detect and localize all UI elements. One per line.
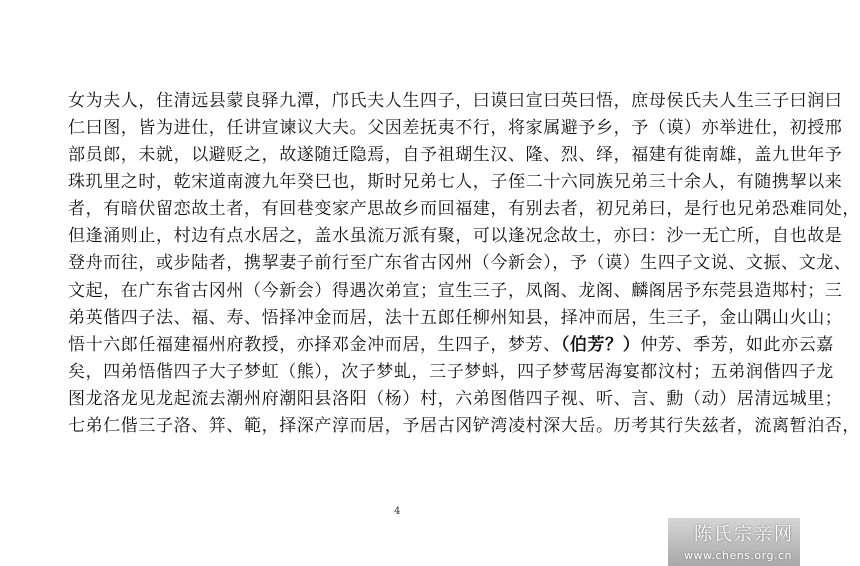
text-line: 仁曰图，皆为进仕，任讲宣谏议大夫。父因差抚夷不行，将家属避予乡，予（谟）亦举进仕，初授邢 (68, 118, 843, 138)
text-line: 矣，四弟悟偕四子大子梦虹（熊），次子梦虬，三子梦蚪，四子梦莺居海宴都汶村；五弟润偕四子龙 (68, 362, 834, 382)
text-segment: 悟十六郎任福建福州府教授，亦择邓金冲而居，生四子，梦芳、 (68, 335, 561, 355)
text-line: 弟英偕四子法、福、寿、悟择冲金而居，法十五郎任柳州知县，择冲而居，生三子，金山隅山火山； (68, 308, 843, 328)
watermark-title: 陈氏宗亲网 (694, 524, 794, 545)
bold-annotation: （伯芳？） (560, 335, 641, 355)
text-line: 图龙洛龙见龙起流去潮州府潮阳县洛阳（杨）村，六弟图偕四子视、听、言、勳（动）居清远城里； (68, 389, 843, 409)
watermark (668, 518, 800, 566)
page-number: 4 (394, 506, 401, 517)
text-line: 珠玑里之时，乾宋道南渡九年癸巳也，斯时兄弟七人，子侄二十六同族兄弟三十余人，有随携挈以来 (68, 172, 843, 192)
text-line: 但逢涌则止，村边有点水居之，盖水虽流万派有聚，可以逢况念故土，亦曰：沙一无亡所，自也故是 (68, 226, 843, 246)
text-segment: 仲芳、季芳，如此亦云嘉 (640, 335, 834, 355)
watermark-url: www.chens.org.cn (683, 549, 792, 562)
text-line: 部员郎，未就，以避贬之，故遂随迁隐焉，自予祖瑚生汉、隆、烈、绎，福建有徙南雄，盖九世年予 (68, 145, 843, 165)
text-line: 者，有暗伏留恋故土者，有回巷变家产思故乡而回福建，有别去者，初兄弟曰，是行也兄弟恐难同处， (68, 199, 860, 219)
text-line (68, 335, 834, 355)
text-line: 登舟而往，或步陆者，携挈妻子前行至广东省古冈州（今新会），予（谟）生四子文说、文振、文龙、 (68, 253, 852, 273)
text-line: 女为夫人，住清远县蒙良驿九潭，邝氏夫人生四子，曰谟曰宣曰英曰悟，庶母侯氏夫人生三子曰润曰 (68, 91, 843, 111)
text-line: 文起，在广东省古冈州（今新会）得遇次弟宣；宣生三子，凤阁、龙阁、麟阁居予东莞县造䢼村；三 (68, 281, 843, 301)
text-line: 七弟仁偕三子洛、䈂、範，择深产淳而居，予居古冈铲湾凌村深大岳。历考其行失兹者，流离暂泊否， (68, 416, 860, 436)
